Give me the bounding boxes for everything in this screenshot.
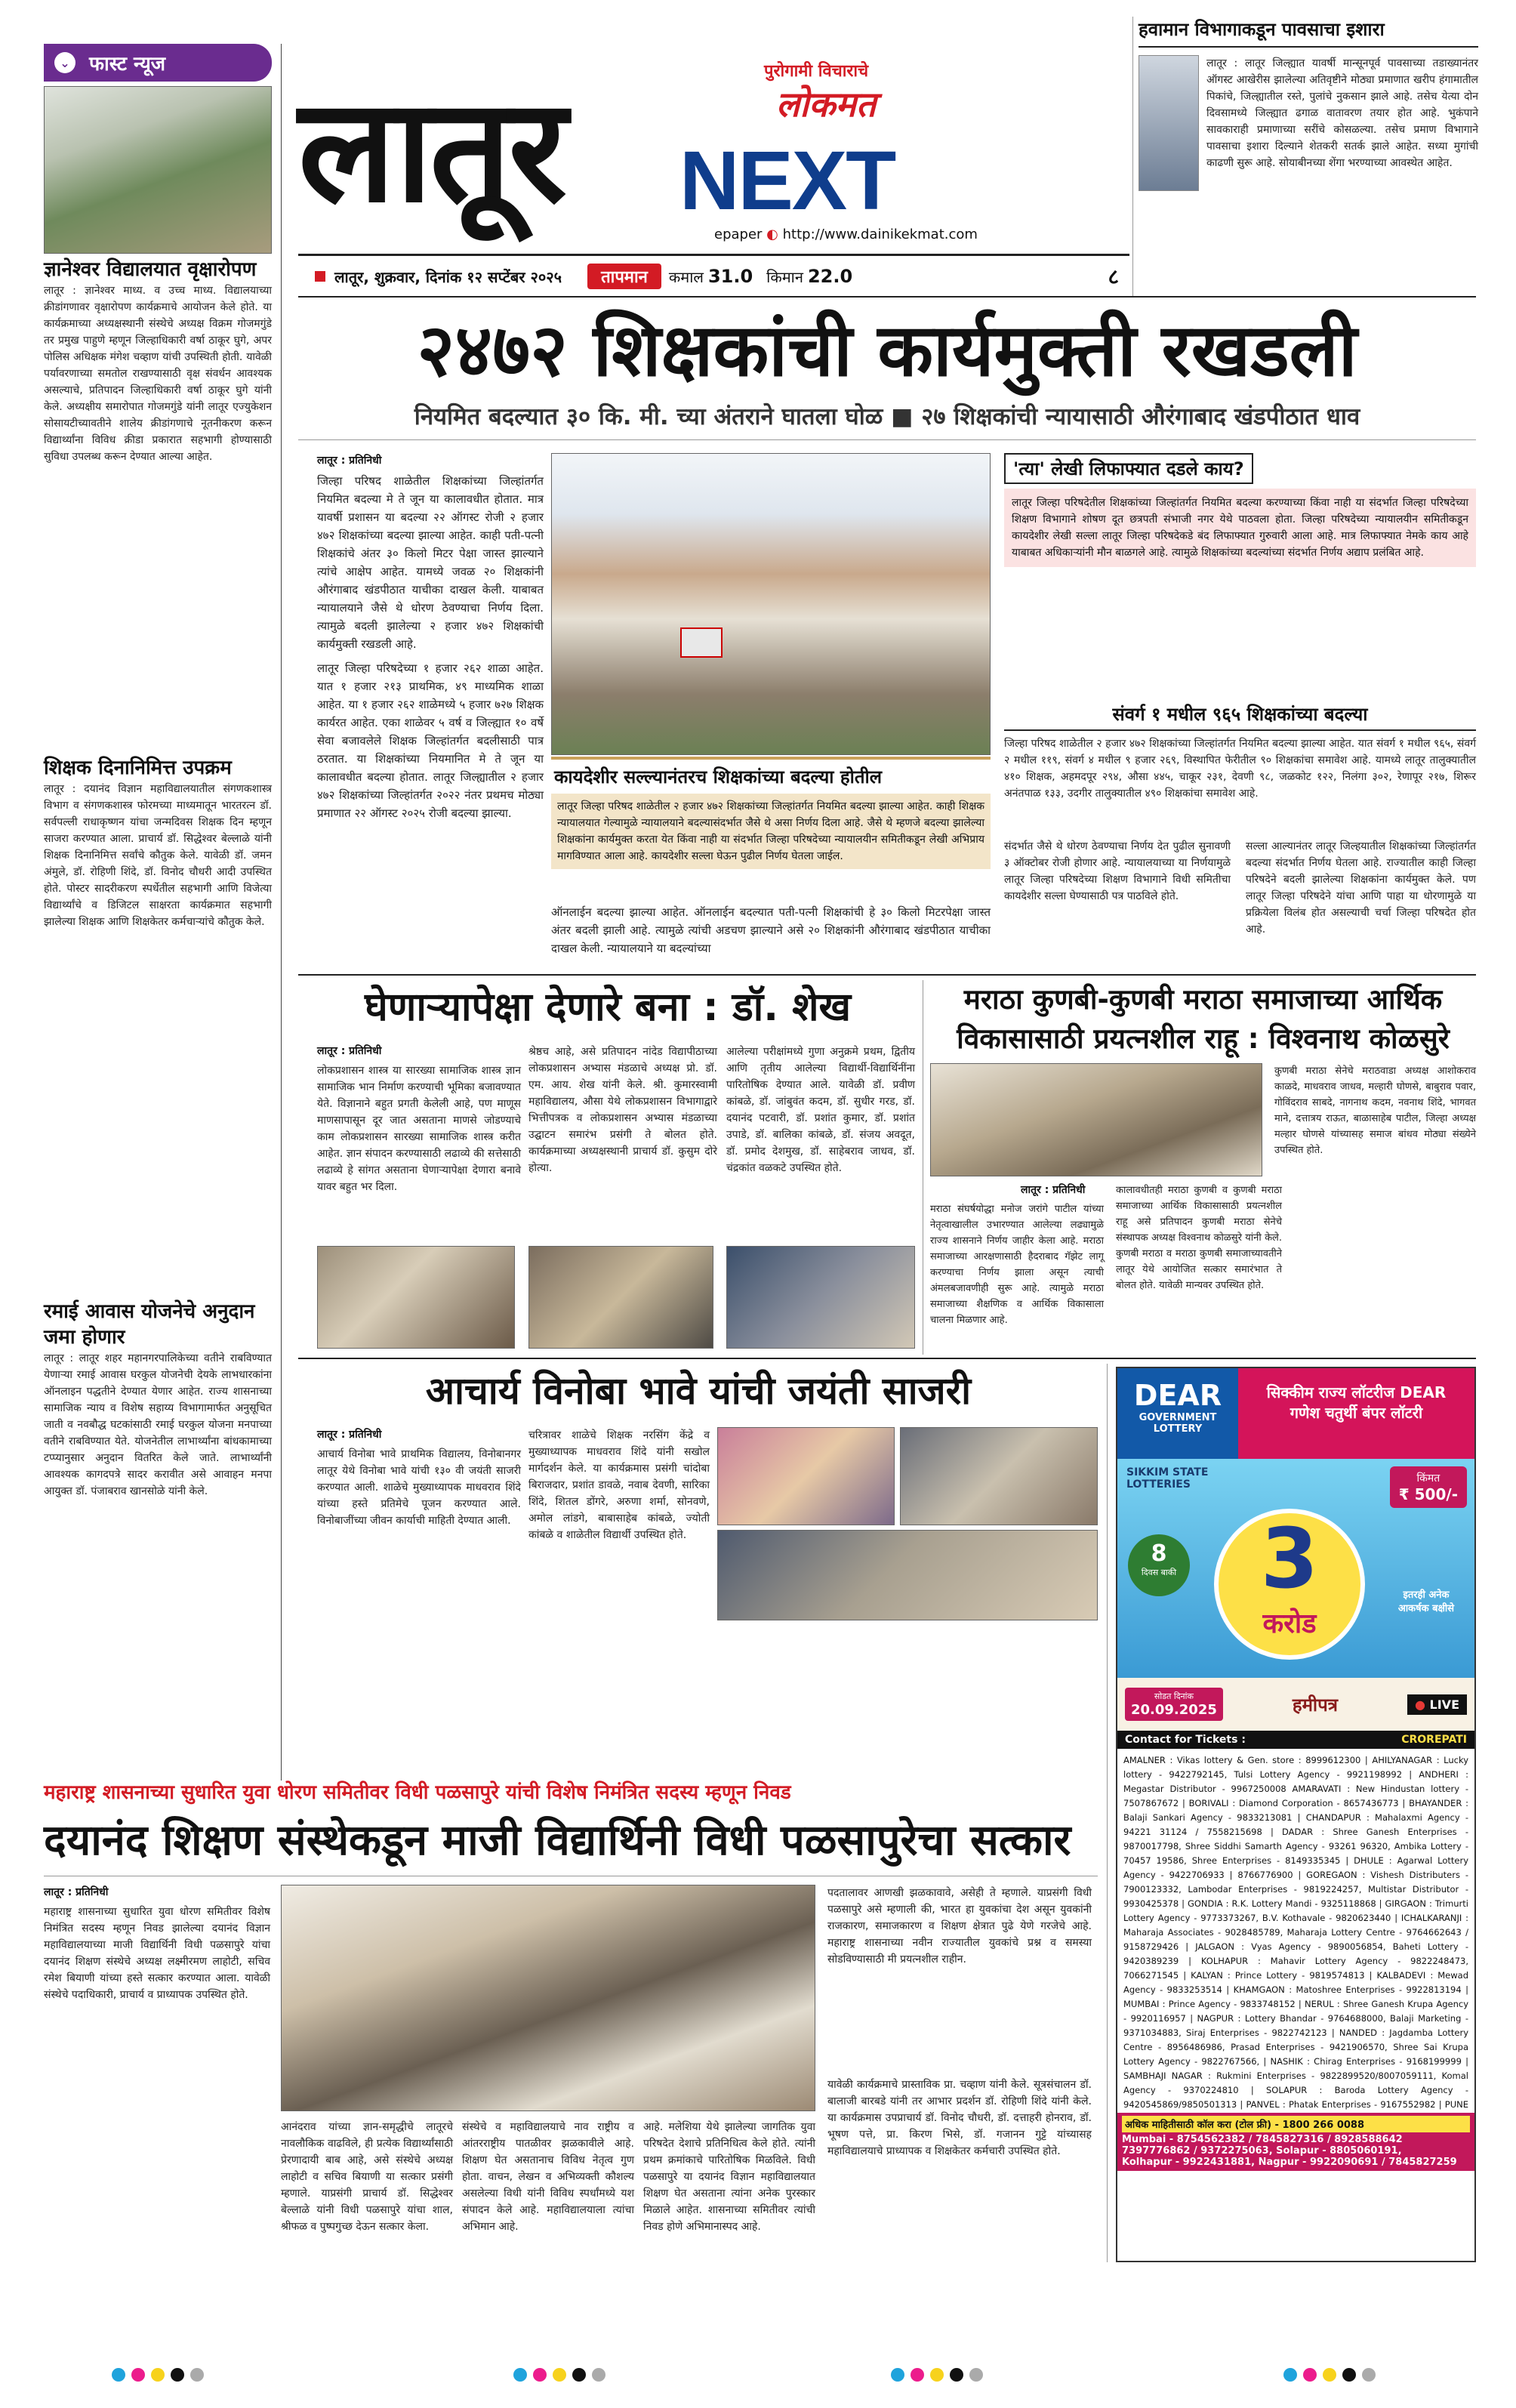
lottery-phones-3: Kolhapur - 9922431881, Nagpur - 9922090691 / 7845827259 (1122, 2157, 1457, 2168)
date-icon (315, 271, 325, 282)
lottery-phones-1: Mumbai - 8754562382 / 7845827316 / 8928588642 (1122, 2134, 1403, 2145)
masthead-rule (298, 254, 1129, 256)
lottery-title: सिक्कीम राज्य लॉटरीज DEAR (1266, 1383, 1447, 1401)
story-d-col-2-text: आनंदराव यांच्या ज्ञान-समृद्धीचे लातूरचे नावलौकिक वाढविले, ही प्रत्येक विद्यार्थ्यांसाठी प्रेरणादायी बाब आहे, असे संस्थेचे अध्यक्ष लाहोटी व सचिव बियाणी या सत्कार प्रसंगी म्हणाले. याप्रसंगी प्राचार्य डॉ. सिद्धेश्वर बेल्लाळे यांनी विधी पळसापुरे यांचा शाल, श्रीफळ व पुष्पगुच्छ देऊन सत्कार केला. (281, 2121, 453, 2233)
lottery-prize-unit: करोड (1262, 1608, 1317, 1639)
lead-deck-1: नियमित बदल्यात ३० कि. मी. च्या अंतराने घातला घोळ (414, 403, 883, 430)
lottery-draw-row (1117, 1678, 1474, 1731)
story-a-col-3-text: आलेल्या परीक्षांमध्ये गुणा अनुक्रमे प्रथम, द्वितीय आणि तृतीय आलेल्या विद्यार्थी-विद्यार्थिनींना पारितोषिक देण्यात आले. यावेळी डॉ. प्रवीण कांबळे, डॉ. जांबुवंत कदम, डॉ. सुधीर गरड, डॉ. दयानंद पटवारी, डॉ. प्रशांत कुमार, डॉ. प्रशांत उपाडे, डॉ. बालिका कांबळे, डॉ. संजय अवदूत, डॉ. प्रमोद देशमुख, डॉ. साहेबराव जाधव, डॉ. चंद्रकांत वळकटे उपस्थित होते. (726, 1046, 915, 1174)
temp-min: 22.0 (807, 266, 853, 287)
fast-news-tag (44, 44, 272, 82)
lead-deck (298, 400, 1476, 432)
mid-rule (298, 1358, 1476, 1359)
lead-photo-caption: कायदेशीर सल्ल्यानंतरच शिक्षकांच्या बदल्या होतील (554, 766, 883, 788)
lead-sidebox (1004, 453, 1476, 567)
sidebar-story-2-title: शिक्षक दिनानिमित्त उपक्रम (44, 757, 232, 779)
story-d-col-5 (827, 1885, 1092, 1968)
story-c-col-2-text: चरित्रावर शाळेचे शिक्षक नरसिंग केंद्रे व मुख्याध्यापक माधवराव शिंदे यांनी सखोल मार्गदर्शन केले. या कार्यक्रमास प्रसंगी चांदोबा बिराजदार, प्रशांत डावळे, नवाब देवणी, सारिका शिंदे, शितल डोंगरे, अरुणा शर्मा, सोनवणे, अमोल लांडगे, बाबासाहेब कांबळे, ज्योती कांबळे व शाळेतील विद्यार्थी उपस्थित होते. (528, 1429, 710, 1541)
masthead-right-divider (1132, 17, 1133, 296)
lottery-prize: 3 (1260, 1510, 1319, 1607)
lead-col-3-text: ऑनलाईन बदल्या झाल्या आहेत. ऑनलाईन बदल्यात पती-पत्नी शिक्षकांची हे ३० किलो मिटरपेक्षा जास्त अंतर बदली झाली आहे. त्यामुळे त्यांची अडचण झाल्याने असे २० शिक्षकांनी औरंगाबाद खंडपीठात याचीका दाखल केली. न्यायालयाने या बदल्यांच्या (551, 905, 991, 955)
masthead-tagline: पुरोगामी विचाराचे (764, 62, 869, 81)
sidebar-divider (281, 44, 282, 1781)
temp-label: तापमान (587, 264, 661, 289)
story-b-col-2-text: कालावधीतही मराठा कुणबी व कुणबी मराठा समाजाच्या आर्थिक विकासासाठी प्रयत्नशील राहू असे प्रतिपादन कुणबी मराठा सेनेचे संस्थापक अध्यक्ष विश्वनाथ कोळसुरे यांनी केले. कुणबी मराठा व मराठा कुणबी समाजाच्यावतीने लातूर येथे आयोजित सत्कार समारंभात ते बोलत होते. यावेळी मान्यवर उपस्थित होते. (1116, 1185, 1282, 1291)
lottery-days: 8 (1151, 1540, 1167, 1567)
live-dot-icon: ● (1414, 1697, 1425, 1712)
lottery-draw-label: सोडत दिनांक (1154, 1691, 1194, 1701)
sidebar-story-1-body: लातूर : ज्ञानेश्वर माध्य. व उच्च माध्य. विद्यालयाच्या क्रीडांगणावर वृक्षारोपण कार्यक्रमाचे आयोजन केले होते. या कार्यक्रमाच्या अध्यक्षस्थानी संस्थेचे अध्यक्ष विक्रम गोजमगुंडे तर प्रमुख पाहुणे म्हणून जिल्हाधिकारी वर्षा ठाकूर घुगे, अपर पोलिस अधिक्षक मंगेश चव्हाण यांची उपस्थिती होती. यावेळी पर्यावरणाच्या समतोल राखण्यासाठी वृक्ष संवर्धन आवश्यक असल्याचे, प्रतिपादन जिल्हाधिकारी वर्षा ठाकूर घुगे यांनी केले. अध्यक्षीय समारोपात गोजमगुंडे यांनी लातूर एज्युकेशन सोसायटीच्यावतीने शालेय क्रीडांगणाचे नूतनीकरण करून विद्यार्थ्यांना विविध क्रीडा प्रकारात सहभागी होण्यासाठी सुविधा उपलब्ध करून देण्यात आल्या आहेत. (44, 285, 272, 463)
lottery-live: LIVE (1429, 1697, 1459, 1712)
weather-box (1139, 17, 1478, 191)
story-d-col-3 (462, 2119, 634, 2235)
story-a-headline: घेणाऱ्यापेक्षा देणारे बना : डॉ. शेख (365, 985, 851, 1030)
lottery-price-label: किंमत (1416, 1472, 1441, 1485)
no-parking-sign (680, 627, 723, 658)
lead-col-5-text: सल्ला आल्यानंतर लातूर जिल्हयातील शिक्षकांच्या जिल्हांतर्गत बदल्या संदर्भात निर्णय घेतला आहे. राज्यातील काही जिल्हा परिषदेने बदली झालेल्या शिक्षकांना कार्यमुक्त केले. पण लातूर जिल्हा परिषदेने यांचा आणि पाहा या धोरणामुळे या प्रक्रियेला विलंब होत असल्याची चर्चा जिल्हा परिषदेत होत आहे. (1246, 840, 1476, 936)
lottery-price-tag (1390, 1466, 1467, 1508)
story-c-col-1 (317, 1427, 521, 1529)
lead-col-3 (551, 903, 991, 957)
lottery-brand-2: GOVERNMENT LOTTERY (1139, 1412, 1217, 1435)
website-link[interactable]: http://www.dainikekmat.com (782, 227, 978, 242)
registration-marks-right (1283, 2368, 1376, 2382)
story-d-headline: दयानंद शिक्षण संस्थेकडून माजी विद्यार्थिनी विधी पळसापुरेचा सत्कार (44, 1816, 1071, 1865)
lottery-state: SIKKIM STATE LOTTERIES (1126, 1466, 1209, 1491)
masthead-bottom-rule (298, 296, 1476, 298)
temp-max: 31.0 (707, 266, 753, 287)
story-b-byline: लातूर : प्रतिनिधी (1021, 1184, 1086, 1196)
lottery-days-label: दिवस बाकी (1141, 1568, 1177, 1577)
sidebar-story-3 (44, 1299, 272, 1500)
story-c-photo-top (717, 1427, 895, 1525)
story-c-lottery-divider (1107, 1364, 1108, 2262)
story-c-col-2 (528, 1427, 710, 1543)
story-d-col-4-text: आहे. मलेशिया येथे झालेल्या जागतिक युवा परिषदेत देशाचे प्रतिनिधित्व केले होते. त्यांनी प्रथम क्रमांकाचे पारितोषिक मिळविले. विधी पळसापुरे या दयानंद विज्ञान महाविद्यालयात शिक्षण घेत असताना त्यांना अनेक पुरस्कार मिळाले आहेत. शासनाच्या समितीवर त्यांची निवड होणे अभिमानास्पद आहे. (643, 2121, 815, 2233)
lottery-other-prizes: इतरही अनेक आकर्षक बक्षीसे (1397, 1589, 1455, 1614)
lead-photo-school (551, 453, 991, 755)
story-d-col-5-text: पदतालावर आणखी झळकावावे, असेही ते म्हणाले. याप्रसंगी विधी पळसापुरे असे म्हणाली की, भारत हा युवकांचा देश असून युवकांनी राजकारण, समाजकारण व शिक्षण क्षेत्रात पुढे येणे गरजेचे आहे. महाराष्ट्र शासनाच्या नवीन राज्यातील युवकांचे प्रश्न व समस्या सोडविण्यासाठी मी प्रयत्नशील राहीन. (827, 1887, 1092, 1966)
sidebar-story-1-title: ज्ञानेश्वर विद्यालयात वृक्षारोपण (44, 258, 257, 281)
story-b-col-1-text: मराठा संघर्षयोद्धा मनोज जरांगे पाटील यांच्या नेतृत्वाखालील उभारण्यात आलेल्या लढ्यामुळे राज्य शासनाने निर्णय जाहीर केला आहे. मराठा समाजाच्या आरक्षणासाठी हैदराबाद गॅझेट लागू करण्याचा निर्णय झाला असून त्याची अंमलबजावणीही सुरू आहे. त्यामुळे मराठा समाजाच्या शैक्षणिक व आर्थिक विकासाला चालना मिळणार आहे. (930, 1204, 1104, 1326)
lead-col-4 (1004, 838, 1231, 905)
lottery-call-title: अधिक माहितीसाठी कॉल करा (टोल फ्री) - 1800 266 0088 (1122, 2116, 1470, 2132)
lead-col-2-text: लातूर जिल्हा परिषदेच्या १ हजार २६२ शाळा आहेत. यात १ हजार २१३ प्राथमिक, ४९ माध्यमिक शाळा आहेत. या १ हजार २६२ शाळेमध्ये ५ हजार ७२७ शिक्षक कार्यरत आहेत. एका शाळेवर ५ वर्ष व जिल्ह्यात १० वर्षे सेवा बजावलेले शिक्षक जिल्हांतर्गत बदलीसाठी पात्र ठरतात. या शिक्षकांच्या नियमानित मे ते जून या कालावधीत बदल्या होतात. लातूर जिल्ह्यातील २ हजार ४७२ शिक्षकांच्या जिल्हांतर्गत २०२२ नंतर प्रथमच मोठ्या प्रमाणात २२ ऑगस्ट २०२५ रोजी बदल्या झाल्या. (317, 661, 544, 820)
dateline-bar (298, 260, 1129, 293)
lottery-top (1117, 1368, 1474, 1459)
lead-bottom-rule (298, 974, 1476, 976)
story-b-col-2 (1116, 1182, 1282, 1293)
lottery-contact-row (1117, 1731, 1474, 1749)
weather-icon (1139, 55, 1199, 191)
story-d-col-6-text: यावेळी कार्यक्रमाचे प्रास्ताविक प्रा. चव्हाण यांनी केले. सूत्रसंचालन डॉ. बालाजी बारबडे यांनी तर आभार प्रदर्शन डॉ. रोहिणी शिंदे यांनी केले. या कार्यक्रमास उपप्राचार्य डॉ. विनोद चौधरी, डॉ. दत्ताहरी होनराव, डॉ. भूषण पत्ते, प्रा. किरण भिसे, डॉ. गजानन गुट्टे यांच्यासह महाविद्यालयाचे प्राध्यापक व शिक्षकेतर कर्मचारी उपस्थित होते. (827, 2079, 1092, 2157)
lottery-dealers: AMALNER : Vikas lottery & Gen. store : 8999612300 | AHILYANAGAR : Lucky lottery - 9422792145, Tulsi Lottery Agency - 9921198992 | ANDHERI : Megastar Distributor - 9967250008 AMARAVATI : New Hindustan lottery - 7507867672 | BORIVALI : Diamond Corporation - 8657436773 | BHAYANDER : Balaji Sankari Agency - 9833213081 | CHANDAPUR : Mahalaxmi Agency - 94221 31124 / 7558215698 | DADAR : Shree Ganesh Enterprises - 9870017798, Shree Siddhi Samarth Agency - 93261 96320, Ambika Lottery - 70457 19586, Shree Enterprises - 8149335345 | DHULE : Agarwal Lottery Agency - 9422706933 | 8766776900 | GOREGAON : Vishesh Distributers - 7900123332, Lambodar Enterprises - 9819224257, Multistar Distributor - 9930425378 | GONDIA : R.K. Lottery Mandi - 9325118868 | GIRGAON : Trimurti Lottery Agency - 9773373267, B.V. Kothavale - 9820623440 | ICHALKARANJI : Maharaja Associates - 9028485789, Maharaja Lottery Centre - 9764662643 / 9158729426 | JALGAON : Vyas Agency - 9890056854, Baheti Lottery - 9420389239 | KOLHAPUR : Mahavir Lottery Agency - 9822248473, 7066271545 | KALYAN : Prince Lottery - 9819574813 | KALBADEVI : Mewad Agency - 9833253514 | KHAMGAON : Matoshree Enterprises - 9922813194 | MUMBAI : Prince Agency - 9833748152 | NERUL : Shree Ganesh Krupa Agency - 9920116957 | NAGPUR : Lottery Bhandar - 9764688000, Balaji Marketing - 9371034883, Siraj Enterprises - 9822742123 | NANDED : Jagdamba Lottery Centre - 8956486986, Prasad Enterprises - 9421906570, Shree Sai Krupa Lottery Agency - 9822767566, | NASHIK : Chirag Enterprises - 9168199999 | SAMBHAJI NAGAR : Rukmini Enterprises - 9822899520/8007059111, Komal Agency - 9370224810 | SOLAPUR : Baroda Lottery Agency - 9420545869/9850501313 | PANVEL : Phatak Enterprises - 9167552982 | PUNE (1123, 1755, 1468, 2110)
story-d-kicker: महाराष्ट्र शासनाच्या सुधारित युवा धोरण समितीवर विधी पळसापुरे यांची विशेष निमंत्रित सदस्य म्हणून निवड (44, 1781, 791, 1804)
registration-marks-center (891, 2368, 983, 2382)
lottery-contact-label: Contact for Tickets : (1125, 1734, 1246, 1746)
lottery-site[interactable]: CROREPATI (1401, 1734, 1467, 1746)
story-d-col-6 (827, 2077, 1092, 2160)
story-a-col-1 (317, 1044, 521, 1195)
lottery-brand: DEAR (1133, 1379, 1222, 1412)
weather-body: लातूर : लातूर जिल्ह्यात यावर्षी मान्सूनपूर्व पावसाच्या तडाख्यानंतर ऑगस्ट आखेरीस झालेल्या अतिवृष्टीने मोठ्या प्रमाणात खरीप हंगामातील पिकांचे, जिल्ह्यातील रस्ते, पुलांचे नुकसान झाले आहे. तसेच येत्या दोन दिवसामध्ये जिल्ह्यात ढगाळ वातावरण तयार होत आहे. भुकंपाने सावकाराही प्रमाणाच्या सरींचे कोसळल्या. तसेच प्रमाण विभागाने पावसाचा इशारा दिल्याने शेतकरी सतर्क झाले आहेत. सध्या मुगांची काढणी सुरू आहे. सोयाबीनच्या शेंगा भरण्याच्या आवस्थेत आहेत. (1206, 57, 1478, 169)
next-logo-text: NEXT (679, 134, 895, 227)
lead-stat-body: जिल्हा परिषद शाळेतील २ हजार ४७२ शिक्षकांच्या जिल्हांतर्गत नियमित बदल्या झाल्या आहेत. यात संवर्ग १ मधील ९६५, संवर्ग २ मधील ११९, संवर्ग ४ मधील ९ हजार २६९, विस्थापित फेरीतील ९० शिक्षकांचा समावेश आहे. यामध्ये लातूर तालुक्यातील ४१० शिक्षक, अहमदपूर २९४, औसा ४४५, चाकूर २३१, देवणी ९८, जळकोट १२२, निलंगा ३०२, रेणापूर २१७, शिरूर अनंतपाळ १३३, उदगीर तालुक्यातील ४९० शिक्षकांचा समावेश आहे. (1004, 738, 1476, 800)
lead-deck-2: २७ शिक्षकांची न्यायासाठी औरंगाबाद खंडपीठात धाव (921, 403, 1360, 430)
lead-sidebox-body: लातूर जिल्हा परिषदेतील शिक्षकांच्या जिल्हांतर्गत नियमित बदल्या करण्याच्या किंवा नाही या संदर्भात जिल्हा परिषदेच्या शिक्षण विभागाने शोषण दूत छत्रपती संभाजी नगर येथे पाठवला होता. जिल्हा परिषदेच्या न्यायालयीन समितीकडून कायदेशीर लेखी सल्ला लातूर जिल्हा परिषदेकडे बंद लिफाफ्यात गुरुवारी आला आहे. मात्र लिफाफ्यात नेमके काय आहे याबाबत अधिकाऱ्यांनी मौन बाळगले आहे. त्यामुळे शिक्षकांच्या बदल्यांच्या संदर्भात निर्णय अद्याप प्रलंबित आहे. (1004, 489, 1476, 567)
story-d-col-1-text: महाराष्ट्र शासनाच्या सुधारित युवा धोरण समितीवर विशेष निमंत्रित सदस्य म्हणून निवड झालेल्या दयानंद विज्ञान महाविद्यालयाच्या माजी विद्यार्थिनी विधी पळसापुरे यांचा दयानंद शिक्षण संस्थेचे अध्यक्ष लक्ष्मीरमण लाहोटी, सचिव रमेश बियाणी यांच्या हस्ते सत्कार करण्यात आला. यावेळी संस्थेचे पदाधिकारी, प्राचार्य व प्राध्यापक उपस्थित होते. (44, 1906, 270, 2001)
lottery-prize-circle (1214, 1509, 1365, 1660)
story-b-col-3-text: कुणबी मराठा सेनेचे मराठवाडा अध्यक्ष आशोकराव काळदे, माधवराव जाधव, मल्हारी घोणसे, बाबुराव पवार, गोविंदराव साबदे, नागनाथ कदम, नवनाथ शिंदे, भागवत माने, दत्तात्रय राऊत, बाळासाहेब पाटील, जिल्हा अध्यक्ष मल्हार घोणसे यांच्यासह समाज बांधव मोठ्या संख्येने उपस्थित होते. (1274, 1065, 1476, 1156)
lottery-live-badge[interactable] (1407, 1694, 1467, 1715)
lead-byline: लातूर : प्रतिनिधी (317, 455, 382, 467)
story-b-photo (930, 1063, 1262, 1176)
story-a-col-1-text: लोकप्रशासन शास्त्र या सारख्या सामाजिक शास्त्र ज्ञान सामाजिक भान निर्माण करण्याची भूमिका बजावण्यात येते. विज्ञानाने बहुत प्रगती केलेली आहे, पण माणूस माणसापासून दूर जात असताना माणसे जोडण्याचे काम लोकप्रशासन सारख्या सामाजिक शास्त्र करीत आहेत. ज्ञान संपादन करण्यासाठी लढाव्ये की सत्तेसाठी लढाव्ये हे सांगत असताना घेणाऱ्यापेक्षा देणारा बनावे यावर बहुत भर दिला. (317, 1065, 521, 1193)
sidebar-story-1 (44, 257, 272, 465)
story-a-col-2 (528, 1044, 717, 1176)
story-c-byline: लातूर : प्रतिनिधी (317, 1429, 382, 1441)
epaper-label: epaper (714, 227, 763, 242)
story-d-col-1 (44, 1885, 270, 2003)
sidebar-story-2 (44, 755, 272, 930)
story-b-headline (930, 980, 1476, 1059)
sidebar-story-3-body: लातूर : लातूर शहर महानगरपालिकेच्या वतीने राबविण्यात येणाऱ्या रमाई आवास घरकुल योजनेची देयके लाभधारकांना ऑनलाइन पद्धतीने देण्यात येणार आहेत. राज्य शासनाच्या सामाजिक न्याय व विशेष सहाय्य विभागामार्फत अनुसूचित जाती व नवबौद्ध घटकांसाठी रमाई घरकुल योजना मनपाच्या वतीने राबविण्यात येते. योजनेतील लाभार्थ्यांना बांधकामाच्या टप्प्यानुसार अनुदान वितरित केले जाते. लाभार्थ्यांनी आवश्यक कागदपत्रे सादर करावीत असे आवाहन मनपा आयुक्त डॉ. पंजाबराव खानसोळे यांनी केले. (44, 1352, 272, 1497)
temp-max-label: कमाल (668, 267, 704, 286)
registration-marks-left (112, 2368, 204, 2382)
lead-caption-body: लातूर जिल्हा परिषद शाळेतील २ हजार ४७२ शिक्षकांच्या जिल्हांतर्गत नियमित बदल्या झाल्या आहेत. काही शिक्षक न्यायालयात गेल्यामुळे न्यायालयाने बदल्यासंदर्भात जैसे थे असा निर्णय दिला आहे. जैसे थे म्हणजे बदल्या झालेल्या शिक्षकांना कार्यमुक्त करता येत किंवा नाही या संदर्भात जिल्हा परिषदेच्या न्यायालयीन समितीकडून लेखी अभिप्राय मागविण्यात आला आहे. कायदेशीर सल्ला घेऊन पुढील निर्णय घेतला जाईल. (551, 794, 991, 869)
dateline: लातूर, शुक्रवार, दिनांक १२ सप्टेंबर २०२५ (334, 267, 562, 286)
story-a-photo-right (726, 1246, 915, 1349)
masthead-next-logo (679, 133, 906, 227)
story-d-col-3-text: संस्थेचे व महाविद्यालयाचे नाव राष्ट्रीय व आंतरराष्ट्रीय पातळीवर झळकावीले आहे. शिक्षण घेत असतानाच विविध नेतृत्व गुण होता. वाचन, लेखन व अभिव्यक्ती कौशल्य असलेल्या विधी यांनी विविध स्पर्धांमध्ये यश संपादन केले आहे. महाविद्यालयाला त्यांचा अभिमान आहे. (462, 2121, 634, 2233)
temp-min-label: किमान (766, 267, 803, 286)
lead-col-1-text: जिल्हा परिषद शाळेतील शिक्षकांच्या जिल्हांतर्गत नियमित बदल्या मे ते जून या कालावधीत होतात. मात्र यावर्षी प्रशासन या बदल्या २२ ऑगस्ट रोजी २ हजार ४७२ शिक्षकांच्या बदल्या झाल्या आहेत. काही पती-पत्नी शिक्षकांचे अंतर ३० किलो मिटर पेक्षा जास्त झाल्याने त्यांचे आक्षेप आहेत. यामध्ये जवळ २० शिक्षकांनी औरंगाबाद खंडपीठात याचीका दाखल केली. याबाबत न्यायालयाने जैसे थे धोरण ठेवण्याचा निर्णय दिला. त्यामुळे बदली झालेल्या २ हजार ४७२ शिक्षकांची कार्यमुक्ती रखडली आहे. (317, 474, 544, 651)
lottery-hero (1117, 1459, 1474, 1678)
lead-sidebox-title: 'त्या' लेखी लिफाफ्यात दडले काय? (1004, 453, 1253, 484)
lottery-guarantee: हमीपत्र (1292, 1694, 1339, 1716)
tag-icon: ⌄ (54, 52, 75, 73)
deck-bullet: ■ (891, 403, 914, 430)
sidebar-story-3-title: रमाई आवास योजनेचे अनुदान जमा होणार (44, 1300, 255, 1349)
story-c-headline: आचार्य विनोबा भावे यांची जयंती साजरी (425, 1369, 972, 1413)
lottery-price: ₹ 500/- (1398, 1485, 1458, 1503)
fast-news-label: फास्ट न्यूज (89, 53, 166, 76)
lottery-ad[interactable] (1116, 1367, 1476, 2262)
masthead-logo: लातूर (298, 67, 565, 234)
lottery-call-box[interactable] (1117, 2113, 1474, 2171)
lottery-phones-2: 7397776862 / 9372275063, Solapur - 8805060191, (1122, 2145, 1402, 2157)
lead-stat-box (1004, 698, 1476, 802)
story-d-col-4 (643, 2119, 815, 2235)
lottery-logo (1117, 1368, 1238, 1459)
lead-col-4-text: संदर्भात जैसे थे धोरण ठेवण्याचा निर्णय देत पुढील सुनावणी ३ ऑक्टोबर रोजी होणार आहे. न्यायालयाच्या या निर्णयामुळे लातूर जिल्हा परिषदेच्या शिक्षण विभागाने विधी समितीचा कायदेशीर सल्ला घेण्यासाठी पत्र पाठविले होते. (1004, 840, 1231, 902)
story-d-col-2 (281, 2119, 453, 2235)
sidebar-story-2-body: लातूर : दयानंद विज्ञान महाविद्यालयातील संगणकशास्त्र विभाग व संगणकशास्त्र फोरमच्या माध्यमातून भारतरत्न डॉ. सर्वपल्ली राधाकृष्णन यांचा जन्मदिवस शिक्षक दिन म्हणून साजरा करण्यात आला. प्राचार्य डॉ. सिद्धेश्वर बेल्लाळे यांनी शिक्षक दिनानिमित्त सर्वांचे कौतुक केले. यावेळी डॉ. जमन अंमुले, डॉ. रोहिणी शिंदे, डॉ. विनोद चौधरी आदी उपस्थित होते. पोस्टर सादरीकरण स्पर्धेतील सहभागी आणि विजेत्या विद्यार्थ्यांचे व डिजिटल साक्षरता कार्यक्रमात सहभागी झालेल्या शिक्षक आणि शिक्षकेतर कर्मचाऱ्यांचे कौतुक केले. (44, 783, 272, 928)
story-c-col-1-text: आचार्य विनोबा भावे प्राथमिक विद्यालय, विनोबानगर लातूर येथे विनोबा भावे यांची १३० वी जयंती साजरी करण्यात आली. शाळेचे मुख्याध्यापक माधवराव शिंदे यांच्या हस्ते प्रतिमेचे पूजन करण्यात आले. विनोबाजींच्या जीवन कार्याची माहिती देण्यात आली. (317, 1448, 521, 1527)
story-c-photo-bottom (717, 1530, 1098, 1620)
story-d-photo (281, 1885, 815, 2111)
lottery-days-badge (1128, 1534, 1190, 1596)
story-b-headline-2: विकासासाठी प्रयत्नशील राहू : विश्वनाथ कोळसुरे (957, 1022, 1450, 1055)
lead-col-1 (317, 453, 544, 822)
epaper-line (714, 227, 978, 242)
globe-icon: ◐ (766, 227, 778, 242)
lottery-title-2: गणेश चतुर्थी बंपर लॉटरी (1290, 1404, 1423, 1422)
masthead-brand: लोकमत (776, 84, 877, 125)
sidebar-photo-plantation (44, 86, 272, 254)
story-b-col-1 (930, 1182, 1104, 1328)
lead-headline: २४७२ शिक्षकांची कार्यमुक्ती रखडली (417, 308, 1357, 393)
story-a-byline: लातूर : प्रतिनिधी (317, 1045, 382, 1057)
story-d-byline: लातूर : प्रतिनिधी (44, 1886, 109, 1898)
story-c-photo-right (900, 1427, 1098, 1525)
lead-stat-title: संवर्ग १ मधील ९६५ शिक्षकांच्या बदल्या (1004, 698, 1476, 731)
lead-photo-caption-box (551, 757, 991, 869)
weather-title: हवामान विभागाकडून पावसाचा इशारा (1139, 17, 1478, 48)
lead-deck-rule (298, 439, 1476, 440)
story-b-col-3 (1274, 1063, 1476, 1158)
lead-col-5 (1246, 838, 1476, 938)
story-a-col-2-text: श्रेष्ठच आहे, असे प्रतिपादन नांदेड विद्यापीठाच्या लोकप्रशासन अभ्यास मंडळाचे अध्यक्ष प्रो. डॉ. एम. आय. शेख यांनी केले. श्री. कुमारस्वामी महाविद्यालय, औसा येथे लोकप्रशासन विभागाद्वारे भित्तीपत्रक व लोकप्रशासन अभ्यास मंडळाच्या उद्घाटन समारंभ प्रसंगी ते बोलत होते. कार्यक्रमाच्या अध्यक्षस्थानी प्राचार्य डॉ. कुसुम दोरे होत्या. (528, 1046, 717, 1174)
story-a-col-3 (726, 1044, 915, 1176)
story-b-headline-1: मराठा कुणबी-कुणबी मराठा समाजाच्या आर्थिक (963, 983, 1443, 1016)
page-number: ८ (1108, 264, 1119, 289)
story-a-photo-left (317, 1246, 515, 1349)
story-a-photo-mid (528, 1246, 713, 1349)
lottery-draw-date: 20.09.2025 (1131, 1702, 1217, 1718)
registration-marks-mid (513, 2368, 605, 2382)
